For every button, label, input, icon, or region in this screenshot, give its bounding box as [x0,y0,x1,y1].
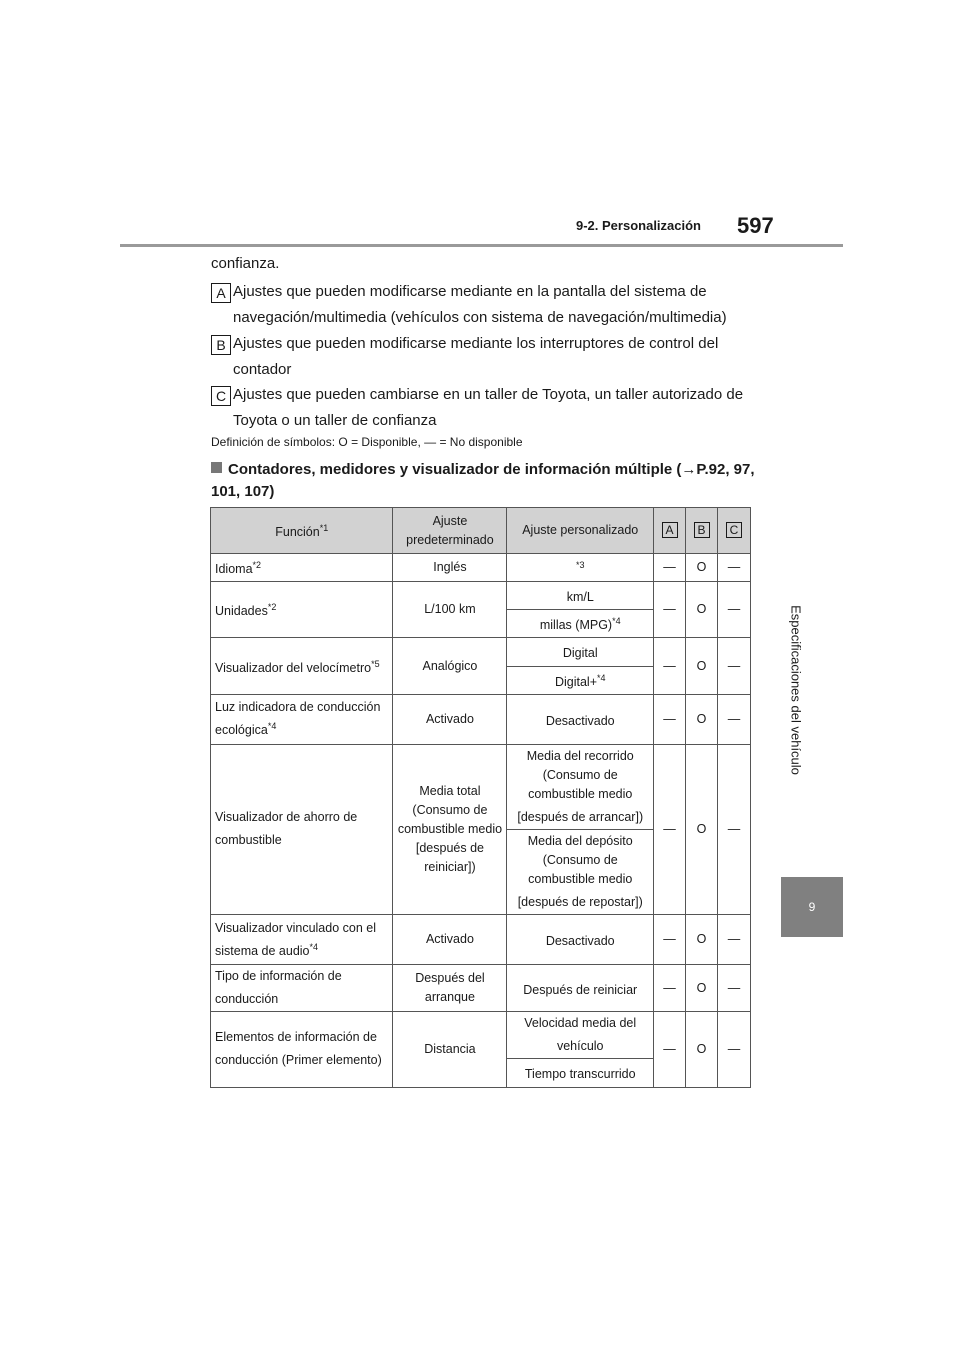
table-row: Visualizador del velocímetro$^{*5}$ Analógico Digital — O — [211,638,751,666]
badge-a: A [662,522,678,538]
definition-item-a [211,279,756,331]
header-custom: Ajuste personalizado [507,508,654,554]
table-row: Visualizador vinculado con el sistema de audio$^{*4}$ Activado Desactivado — O — [211,915,751,965]
definition-text: Ajustes que pueden modificarse mediante en la pantalla del sistema de navegación/multimedia (vehículos con sistema de navegación/multimedia) [233,283,727,326]
table-row: millas (MPG)$^{*4}$ [211,610,751,638]
header-a [654,508,686,554]
definition-text: Ajustes que pueden modificarse mediante los interruptores de control del contador [233,335,719,378]
table-row: Media del depósito (Consumo de combustible medio [después de repostar]) [211,829,751,914]
badge-c: C [726,522,742,538]
chapter-number: 9 [808,900,816,914]
table-row: Luz indicadora de conducción ecológica$^{*4}$ Activado Desactivado — O — [211,694,751,744]
table-row: Unidades$^{*2}$ L/100 km km/L — O — [211,582,751,610]
definition-item-b [211,331,756,383]
chapter-label-text: Especificaciones del vehículo [788,605,804,775]
symbol-legend: Definición de símbolos: O = Disponible, — = No disponible [211,435,523,449]
table-row: Digital+$^{*4}$ [211,666,751,694]
table-row: Tipo de información de conducción Después del arranque Después de reiniciar — O — [211,965,751,1012]
section-title: 9-2. Personalización [576,218,701,233]
page-number: 597 [737,213,774,238]
table-section-heading [211,459,756,503]
badge-c: C [211,386,231,406]
table-row: Elementos de información de conducción (Primer elemento) Distancia Velocidad media del vehículo — O — [211,1012,751,1059]
section-heading-text: Contadores, medidores y visualizador de información múltiple (→P.92, 97, 101, 107) [211,461,755,500]
header-b [686,508,718,554]
badge-b: B [211,335,231,355]
badge-b: B [694,522,710,538]
badge-a: A [211,283,231,303]
definition-text: Ajustes que pueden cambiarse en un taller de Toyota, un taller autorizado de Toyota o un taller de confianza [233,386,744,429]
table-row: Tiempo transcurrido [211,1059,751,1087]
header-default: Ajuste predeterminado [393,508,507,554]
intro-continuation: confianza. [211,255,280,272]
table-row: Visualizador de ahorro de combustible Media total (Consumo de combustible medio [después de reiniciar]) Media del recorrido (Consumo de combustible medio [después de arrancar]) — O — [211,744,751,829]
definition-item-c [211,382,756,434]
header-divider [120,244,843,247]
header-c [717,508,750,554]
header-function: Función$^{*1}$ [211,508,393,554]
settings-table [210,507,751,1088]
square-bullet-icon [211,462,222,473]
chapter-tab [781,877,843,937]
table-row: Idioma$^{*2}$ Inglés $^{*3}$ — O — [211,554,751,582]
